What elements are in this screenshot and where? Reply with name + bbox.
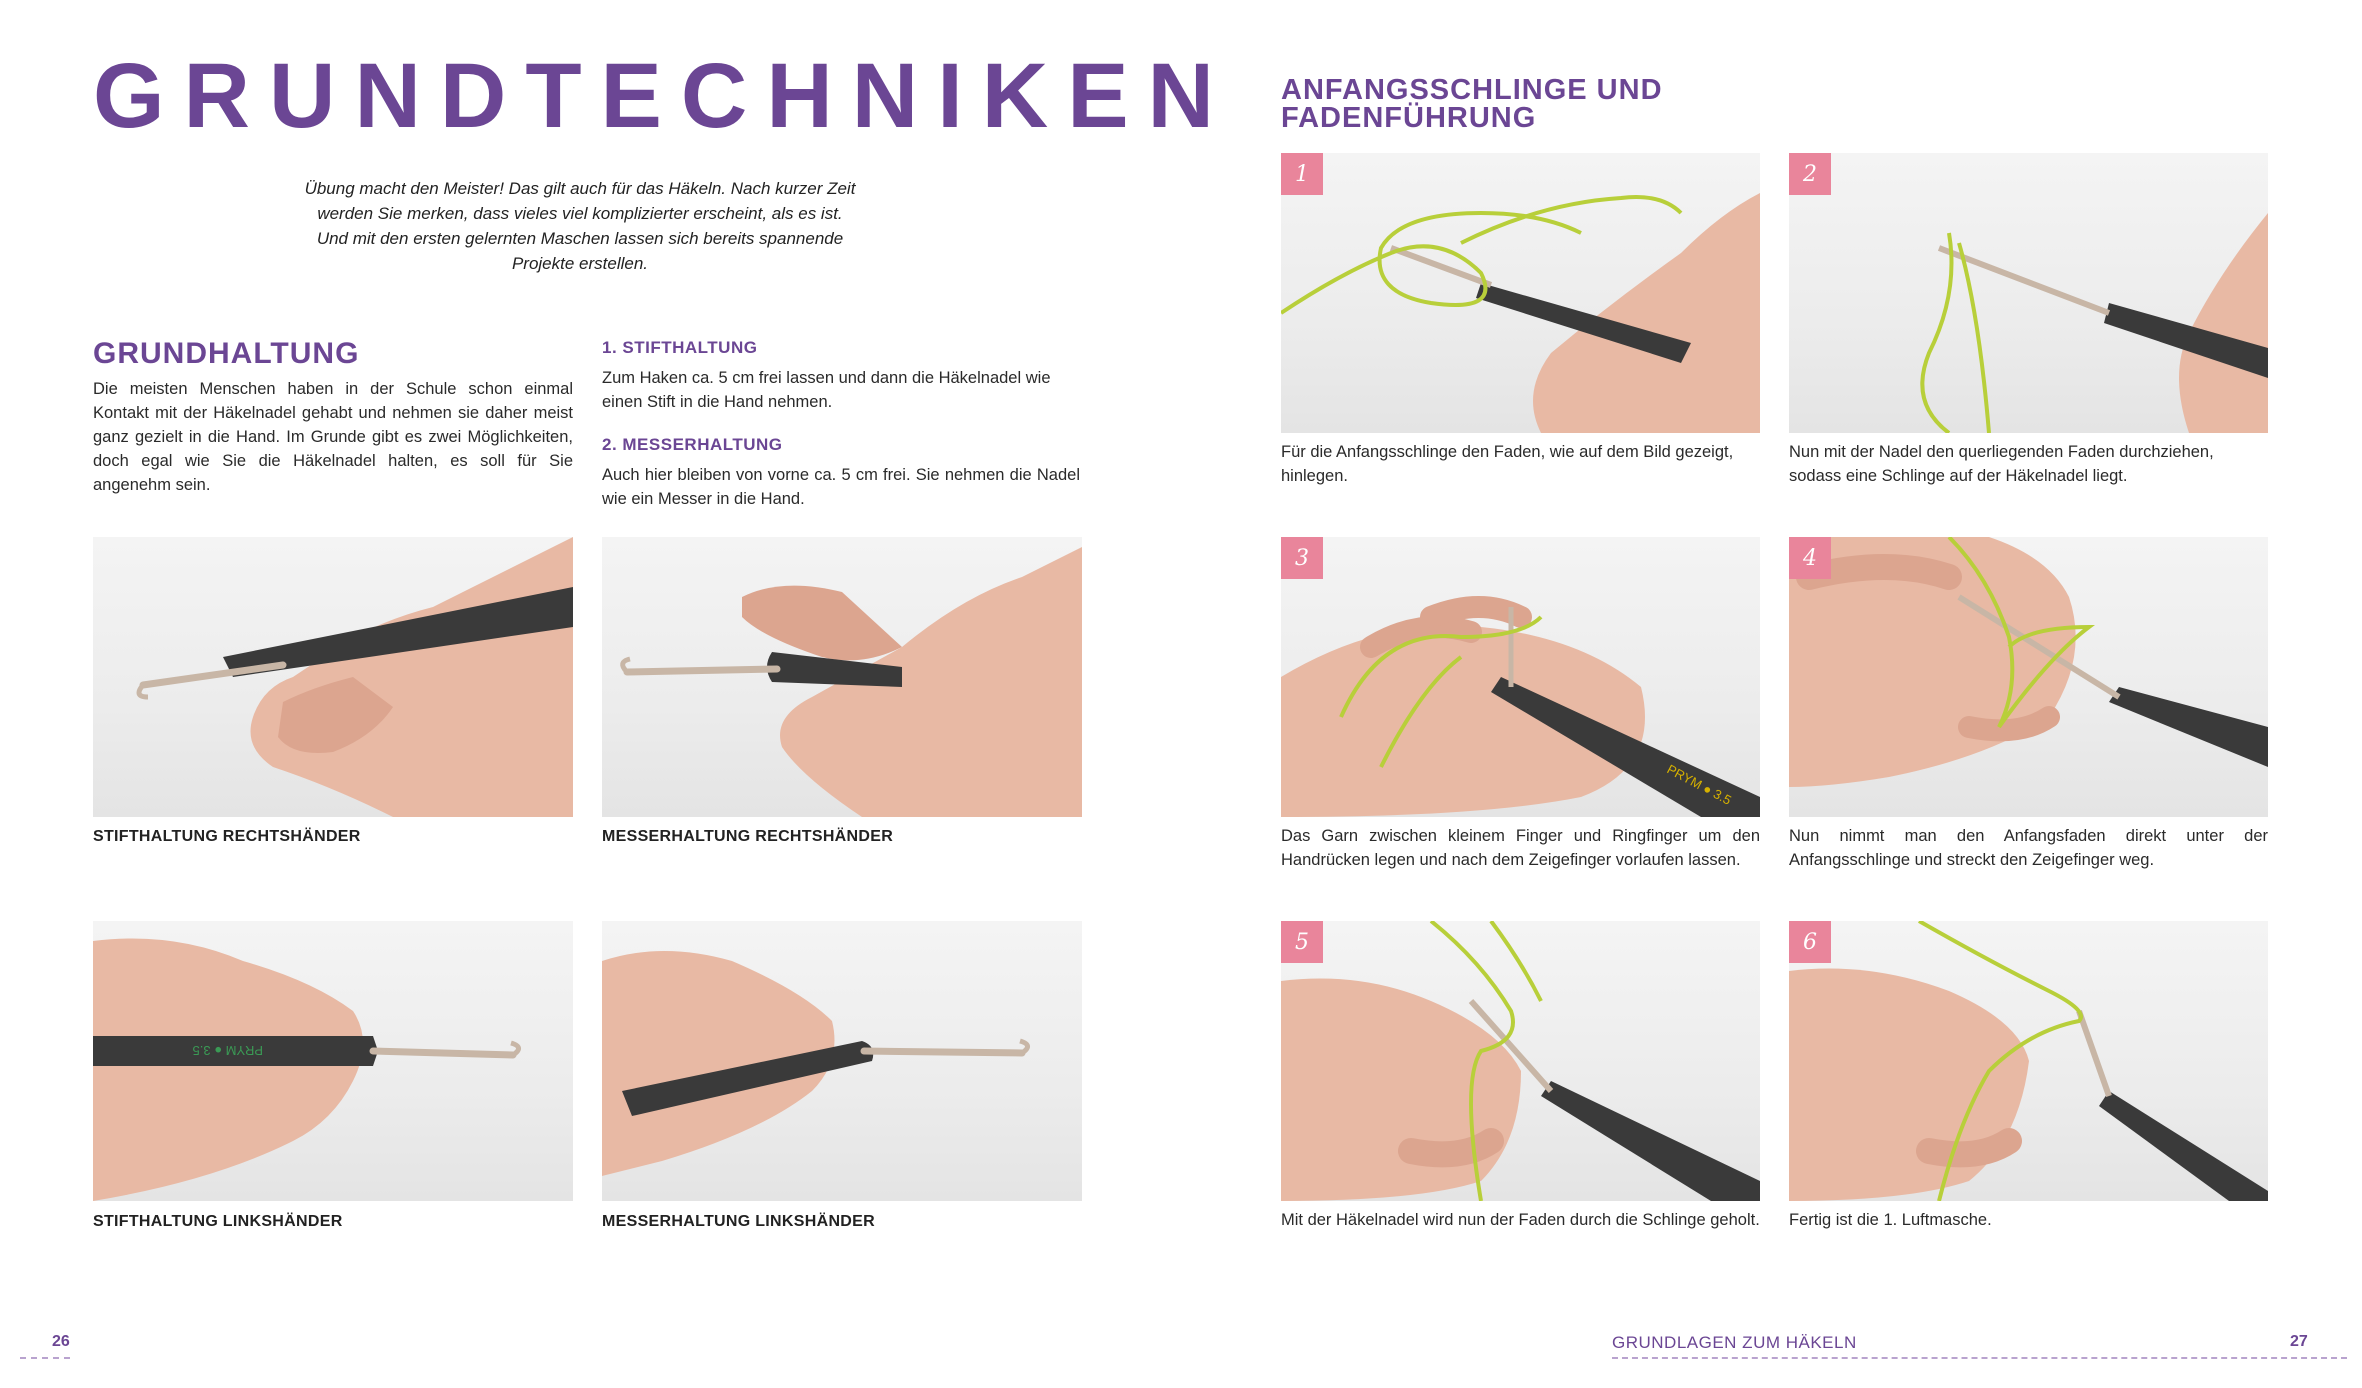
page-number-right: 27 — [2290, 1333, 2308, 1350]
step-2-badge: 2 — [1789, 153, 1831, 195]
step-5-badge: 5 — [1281, 921, 1323, 963]
step-5-photo — [1281, 921, 1760, 1201]
step-1-photo — [1281, 153, 1760, 433]
footer-title: GRUNDLAGEN ZUM HÄKELN — [1612, 1333, 1857, 1352]
page-title: GRUNDTECHNIKEN — [93, 45, 1233, 147]
section-heading-line1: ANFANGSSCHLINGE UND — [1281, 74, 1663, 106]
caption-messerhaltung-rechts: MESSERHALTUNG RECHTSHÄNDER — [602, 828, 894, 845]
photo-messerhaltung-links — [602, 921, 1082, 1201]
step-4-photo — [1789, 537, 2268, 817]
messerhaltung-text: Auch hier bleiben von vorne ca. 5 cm frei. Sie nehmen die Nadel wie ein Messer in die Hand. — [602, 466, 1080, 508]
hook-brand-label: PRYM ● 3.5 — [1664, 761, 1734, 808]
step-1-text: Für die Anfangsschlinge den Faden, wie auf dem Bild gezeigt, hinlegen. — [1281, 443, 1734, 485]
svg-text:PRYM ● 3.5: PRYM ● 3.5 — [192, 1043, 263, 1058]
step-1-badge: 1 — [1281, 153, 1323, 195]
caption-messerhaltung-links: MESSERHALTUNG LINKSHÄNDER — [602, 1213, 875, 1230]
messerhaltung-heading: 2. MESSERHALTUNG — [602, 435, 783, 454]
step-2-text: Nun mit der Nadel den querliegenden Faden durchziehen, sodass eine Schlinge auf der Häkelnadel liegt. — [1789, 443, 2214, 485]
footer-rule-left — [20, 1357, 70, 1359]
photo-stifthaltung-links — [93, 921, 573, 1201]
section-heading-line2: FADENFÜHRUNG — [1281, 102, 1537, 134]
caption-stifthaltung-links: STIFTHALTUNG LINKSHÄNDER — [93, 1213, 343, 1230]
step-3-badge: 3 — [1281, 537, 1323, 579]
stifthaltung-text: Zum Haken ca. 5 cm frei lassen und dann die Häkelnadel wie einen Stift in die Hand nehmen. — [602, 369, 1051, 411]
step-5-text: Mit der Häkelnadel wird nun der Faden durch die Schlinge geholt. — [1281, 1211, 1760, 1229]
photo-messerhaltung-rechts — [602, 537, 1082, 817]
section-heading — [1281, 76, 1663, 132]
photo-stifthaltung-rechts — [93, 537, 573, 817]
step-3-photo — [1281, 537, 1760, 817]
step-6-badge: 6 — [1789, 921, 1831, 963]
step-4-badge: 4 — [1789, 537, 1831, 579]
page-number-left: 26 — [52, 1333, 70, 1350]
stifthaltung-heading: 1. STIFTHALTUNG — [602, 338, 758, 357]
caption-stifthaltung-rechts: STIFTHALTUNG RECHTSHÄNDER — [93, 828, 361, 845]
step-4-text: Nun nimmt man den Anfangsfaden direkt unter der Anfangsschlinge und streckt den Zeigefinger weg. — [1789, 827, 2268, 869]
step-3-text: Das Garn zwischen kleinem Finger und Ringfinger um den Handrücken legen und nach dem Zeigefinger vorlaufen lassen. — [1281, 827, 1760, 869]
step-6-text: Fertig ist die 1. Luftmasche. — [1789, 1211, 1992, 1229]
footer-rule-right — [1612, 1357, 2347, 1359]
grundhaltung-heading: GRUNDHALTUNG — [93, 337, 360, 370]
grundhaltung-text: Die meisten Menschen haben in der Schule schon einmal Kontakt mit der Häkelnadel gehabt und nehmen sie daher meist ganz gezielt in die Hand. Im Grunde gibt es zwei Möglichkeiten, doch egal wie Sie die Häkelnadel halten, es soll für Sie angenehm sein. — [93, 380, 573, 494]
intro-text: Übung macht den Meister! Das gilt auch für das Häkeln. Nach kurzer Zeit werden Sie merken, dass vieles viel komplizierter erscheint, als es ist. Und mit den ersten gelernten Maschen lassen sich bereits spannende Projekte erstellen. — [304, 179, 856, 273]
step-2-photo — [1789, 153, 2268, 433]
step-6-photo — [1789, 921, 2268, 1201]
